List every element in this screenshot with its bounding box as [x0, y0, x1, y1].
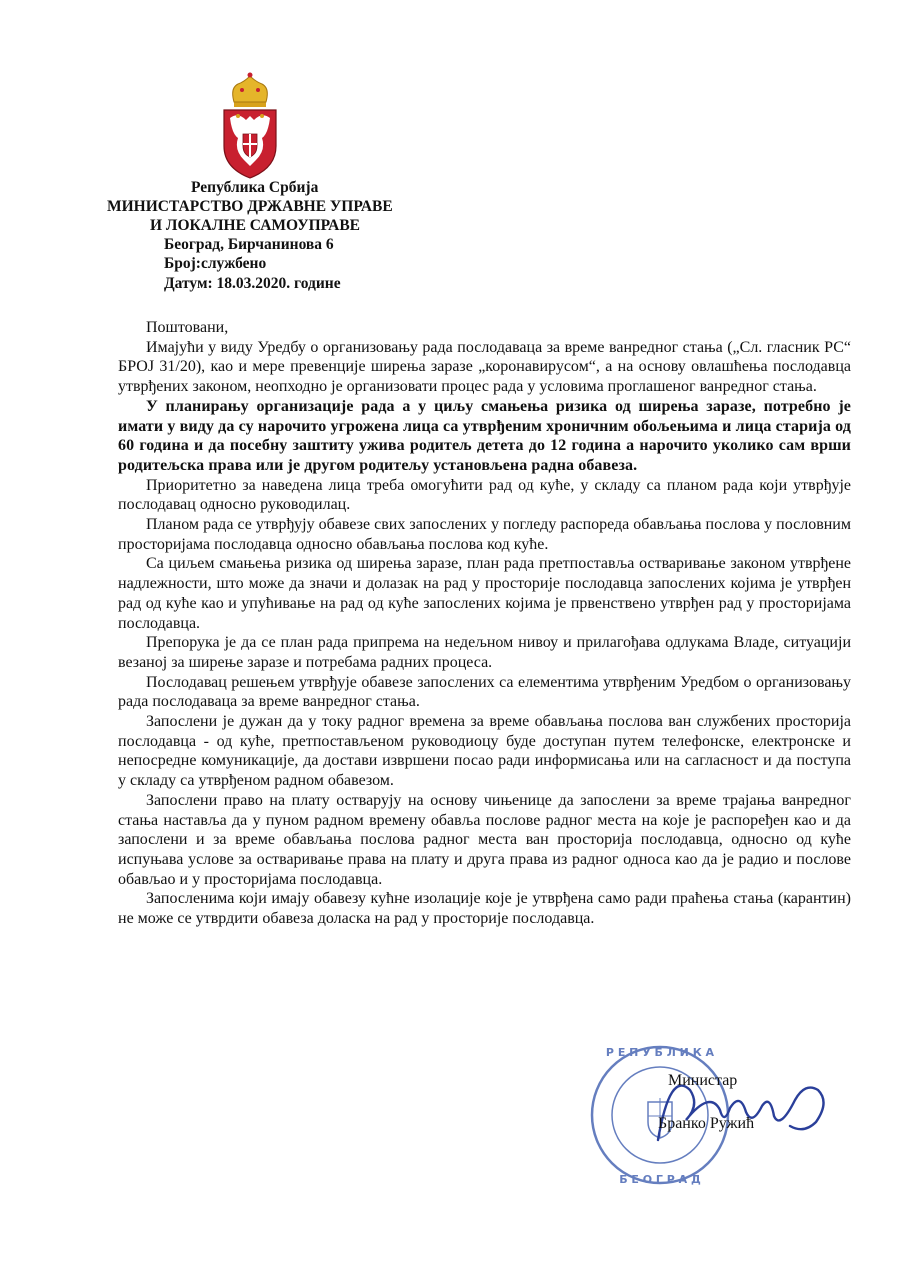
paragraph-1: Имајући у виду Уредбу о организовању рада послодаваца за време ванредног стања („Сл. гласник РС“ БРОЈ 31/20), као и мере превенције ширења заразе „коронавирусом“, а на основу овлашћења послодавца утврђених законом, неопходно је организовати процес рада у условима проглашеног ванредног стања.: [118, 338, 851, 396]
paragraph-8: Запослени је дужан да у току радног времена за време обављања послова ван службених просторија послодавца - од куће, претпостављеном руководиоцу буде доступан путем телефонске, електронске и непосредне комуникације, да достави извршени посао ради информисања или на сагласност и да поступа у складу са утврђеном радном обавезом.: [118, 713, 851, 790]
coat-of-arms-emblem: [216, 72, 284, 184]
paragraph-9: Запослени право на плату остварују на основу чињенице да запослени за време трајања ванредног стања наставља да у пуном радном времену обавља послове радног места на које је распоређен као и да запослени и за време обављања послова радног места ван просторија послодавца, односно од куће испуњава услове за остваривање права на плату и друга права из радног односа као да је радио и послове обављао и у просторијама послодавца.: [118, 791, 851, 888]
svg-text:Р Е П У Б Л И К А: Р Е П У Б Л И К А: [605, 1046, 715, 1059]
paragraph-2-emphasis: У планирању организације рада а у циљу смањења ризика од ширења заразе, потребно је имати у виду да су нарочито угрожена лица са утврђеним хроничним обољењима и лица старија од 60 година и да посебну заштиту ужива родитељ детета до 12 година а нарочито уколико сам врши родитељска права или је другом родитељу установљена радна обавеза.: [118, 397, 851, 474]
greeting: Поштовани,: [146, 319, 229, 336]
document-number: Број:службено: [164, 255, 267, 272]
document-date: Датум: 18.03.2020. године: [164, 275, 341, 292]
svg-text:Б Е О Г Р А Д: Б Е О Г Р А Д: [619, 1173, 701, 1186]
crown-icon: [233, 73, 268, 108]
ministry-name-line2: И ЛОКАЛНЕ САМОУПРАВЕ: [150, 217, 361, 234]
paragraph-7: Послодавац решењем утврђује обавезе запослених са елементима утврђеним Уредбом о организовању рада послодаваца за време ванредног стања.: [118, 673, 851, 711]
address: Београд, Бирчанинова 6: [164, 236, 334, 253]
signatory-name: Бранко Ружић: [658, 1115, 755, 1132]
country-name: Република Србија: [191, 179, 319, 196]
paragraph-10: Запосленима који имају обавезу кућне изолације које је утврђена само ради праћења стања (карантин) не може се утврдити обавеза доласка на рад у просторије послодавца.: [118, 890, 851, 928]
paragraph-5: Са циљем смањења ризика од ширења заразе, план рада претпоставља остваривање законом утврђене надлежности, што може да значи и долазак на рад у просторије послодавца запослених којима је утврђен рад од куће као и упућивање на рад од куће запослених којима је првенствено утврђен рад у просторијама послодавца.: [118, 555, 851, 632]
paragraph-6: Препорука је да се план рада припрема на недељном нивоу и прилагођава одлукама Владе, ситуацији везаној за ширење заразе и потребама радних процеса.: [118, 634, 851, 671]
paragraph-4: Планом рада се утврђују обавезе свих запослених у погледу распореда обављања послова у пословним просторијама послодавца односно обављања послова код куће.: [118, 516, 851, 553]
paragraph-3: Приоритетно за наведена лица треба омогућити рад од куће, у складу са планом рада који утврђује послодавац односно руководилац.: [118, 476, 851, 514]
signatory-title: Министар: [668, 1072, 738, 1089]
letter-body: [118, 318, 851, 929]
ministry-name-line1: МИНИСТАРСТВО ДРЖАВНЕ УПРАВЕ: [107, 198, 393, 215]
